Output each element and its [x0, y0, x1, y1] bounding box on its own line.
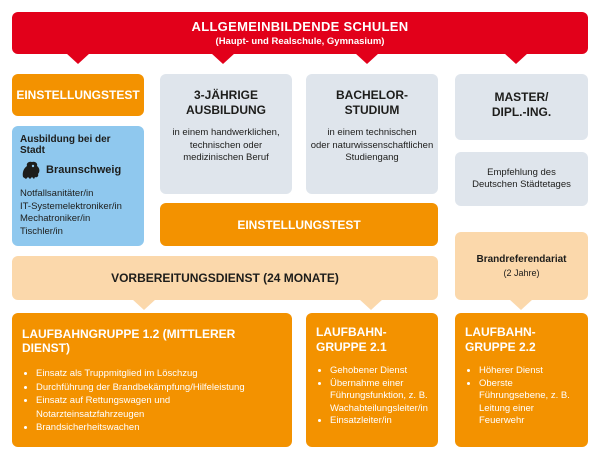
list-item: • Einsatz als Truppmitglied im Löschzug — [36, 367, 280, 381]
braunschweig-lion-icon — [20, 160, 42, 180]
apprenticeship-title-line: AUSBILDUNG — [186, 103, 266, 117]
apprenticeship-box — [160, 74, 292, 194]
header-arrow-3 — [355, 53, 379, 64]
career-group-2-1-title-line: GRUPPE 2.1 — [316, 340, 387, 354]
career-group-2-2-box — [455, 313, 588, 447]
career-group-2-1-title — [316, 325, 430, 355]
school-header-subtitle: (Haupt- und Realschule, Gymnasium) — [215, 36, 385, 47]
career-group-2-1-box — [306, 313, 438, 447]
list-item: • Einsatz auf Rettungswagen und Notarzteinsatzfahrzeugen — [36, 394, 280, 421]
career-group-2-2-list — [465, 365, 580, 428]
recommendation-line: Empfehlung des — [487, 166, 556, 178]
referendariat-title: Brandreferendariat — [476, 254, 567, 265]
bachelor-title-line: STUDIUM — [344, 103, 400, 117]
braunschweig-logo-text: Braunschweig — [46, 164, 122, 176]
apprenticeship-desc — [160, 127, 292, 165]
entrance-test-box — [12, 74, 144, 116]
bachelor-desc — [306, 127, 438, 165]
master-title — [455, 90, 588, 120]
apprenticeship-desc-line: in einem handwerklichen, — [172, 127, 280, 138]
master-title-line: MASTER/ — [494, 90, 549, 104]
school-header — [12, 12, 588, 54]
header-arrow-1 — [66, 53, 90, 64]
apprenticeship-desc-line: technischen oder — [189, 139, 263, 151]
career-group-2-1-title-line: LAUFBAHN- — [316, 325, 387, 339]
bachelor-title — [306, 88, 438, 118]
bachelor-desc-line: oder naturwissenschaftlichen — [310, 139, 434, 151]
city-training-box — [12, 126, 144, 246]
braunschweig-logo — [20, 160, 136, 180]
prep-arrow-2 — [359, 299, 383, 310]
recommendation-box — [455, 152, 588, 206]
bachelor-title-line: BACHELOR- — [336, 88, 408, 102]
ref-arrow — [509, 299, 533, 310]
apprenticeship-title-line: 3-JÄHRIGE — [193, 88, 258, 102]
master-title-line: DIPL.-ING. — [491, 105, 552, 119]
entrance-test-wide-label: EINSTELLUNGSTEST — [237, 217, 361, 232]
career-group-2-1-list — [316, 365, 430, 428]
apprenticeship-desc-line: medizinischen Beruf — [183, 152, 269, 163]
bachelor-desc-line: Studiengang — [345, 152, 399, 163]
entrance-test-wide-box — [160, 203, 438, 246]
career-group-1-2-box — [12, 313, 292, 447]
career-group-2-2-title-line: GRUPPE 2.2 — [465, 340, 536, 354]
list-item: • Durchführung der Brandbekämpfung/Hilfeleistung — [36, 381, 280, 395]
list-item: • Übernahme einer Führungsfunktion, z. B. Wachabteilungsleiter/in — [330, 378, 430, 416]
preparatory-service-box — [12, 256, 438, 300]
header-arrow-2 — [211, 53, 235, 64]
preparatory-service-label: VORBEREITUNGSDIENST (24 MONATE) — [111, 271, 339, 285]
master-box — [455, 74, 588, 140]
school-header-title: ALLGEMEINBILDENDE SCHULEN — [191, 19, 409, 34]
list-item: • Oberste Führungsebene, z. B. Leitung einer Feuerwehr — [479, 378, 580, 428]
city-training-title: Ausbildung bei der Stadt — [20, 134, 111, 156]
career-group-2-2-title-line: LAUFBAHN- — [465, 325, 536, 339]
recommendation-line: Deutschen Städtetages — [472, 179, 571, 190]
list-item: • Höherer Dienst — [479, 365, 580, 378]
referendariat-box — [455, 232, 588, 300]
career-group-1-2-title: LAUFBAHNGRUPPE 1.2 (MITTLERER DIENST) — [22, 327, 236, 355]
bachelor-box — [306, 74, 438, 194]
training-job-item: Notfallsanitäter/in — [20, 188, 94, 199]
entrance-test-label: EINSTELLUNGSTEST — [16, 88, 140, 102]
career-group-1-2-list — [22, 367, 280, 435]
prep-arrow-1 — [132, 299, 156, 310]
referendariat-duration: (2 Jahre) — [503, 268, 540, 278]
header-arrow-4 — [504, 53, 528, 64]
training-job-item: Tischler/in — [20, 225, 63, 237]
list-item: • Gehobener Dienst — [330, 365, 430, 378]
list-item: • Einsatzleiter/in — [330, 415, 430, 428]
apprenticeship-title — [160, 88, 292, 118]
career-group-2-2-title — [465, 325, 580, 355]
bachelor-desc-line: in einem technischen — [327, 127, 417, 138]
training-job-item: IT-Systemelektroniker/in — [20, 200, 122, 212]
training-job-item: Mechatroniker/in — [20, 213, 91, 224]
training-job-list — [20, 188, 136, 238]
list-item: • Brandsicherheitswachen — [36, 421, 280, 435]
